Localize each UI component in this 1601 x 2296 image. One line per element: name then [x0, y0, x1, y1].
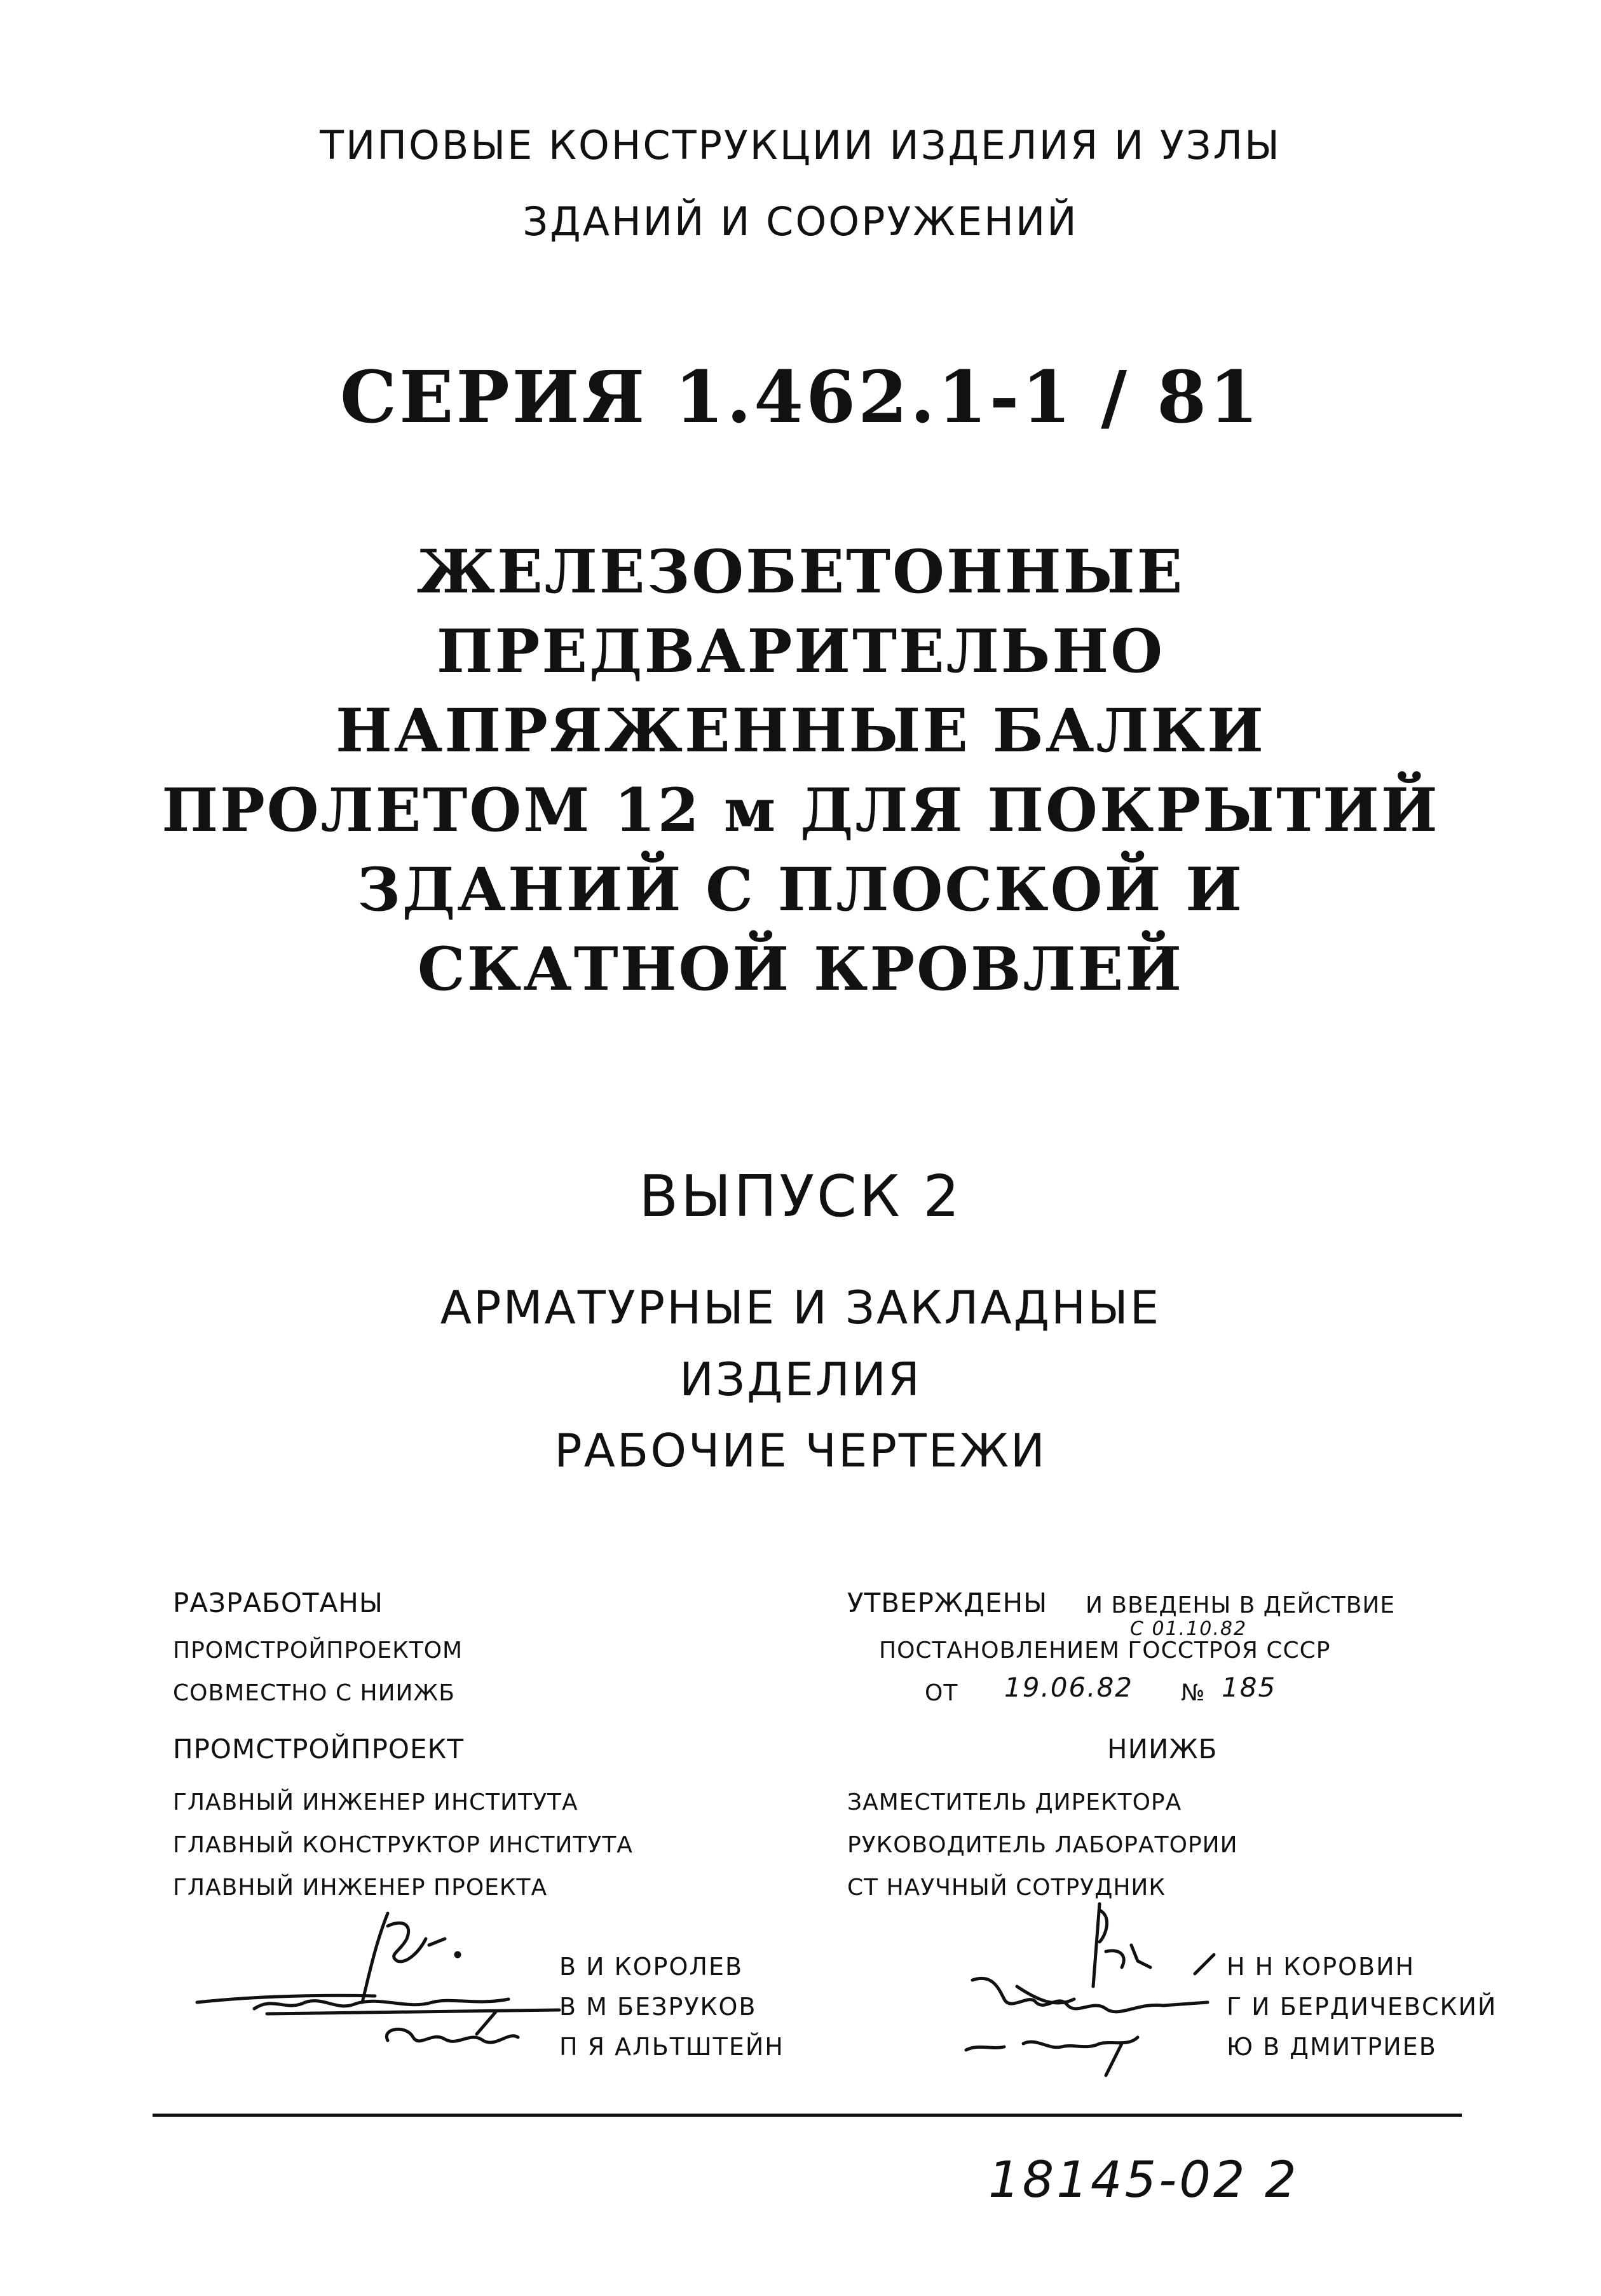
approved-decree: ПОСТАНОВЛЕНИЕМ ГОССТРОЯ СССР — [879, 1637, 1331, 1664]
series-title: СЕРИЯ 1.462.1-1 / 81 — [339, 356, 1262, 439]
subtitle-line-1: АРМАТУРНЫЕ И ЗАКЛАДНЫЕ — [440, 1281, 1161, 1334]
right-name-2: Г И БЕРДИЧЕВСКИЙ — [1227, 1993, 1497, 2021]
right-role-3: СТ НАУЧНЫЙ СОТРУДНИК — [847, 1875, 1166, 1901]
title-line-6: СКАТНОЙ КРОВЛЕЙ — [417, 934, 1184, 1004]
signature-right — [909, 1891, 1239, 2082]
title-line-5: ЗДАНИЙ С ПЛОСКОЙ И — [357, 855, 1244, 925]
approved-date: 19.06.82 — [1004, 1672, 1134, 1703]
left-org-name: ПРОМСТРОЙПРОЕКТ — [173, 1733, 464, 1765]
issue-label: ВЫПУСК 2 — [639, 1163, 962, 1230]
title-line-4: ПРОЛЕТОМ 12 м ДЛЯ ПОКРЫТИЙ — [161, 776, 1440, 845]
right-org-name: НИИЖБ — [1107, 1733, 1218, 1765]
approved-date-prefix: ОТ — [925, 1680, 958, 1706]
approved-effective-date: С 01.10.82 — [1130, 1618, 1248, 1640]
right-name-3: Ю В ДМИТРИЕВ — [1227, 2033, 1437, 2061]
left-role-2: ГЛАВНЫЙ КОНСТРУКТОР ИНСТИТУТА — [173, 1832, 633, 1858]
title-line-2: ПРЕДВАРИТЕЛЬНО — [436, 617, 1165, 687]
left-role-1: ГЛАВНЫЙ ИНЖЕНЕР ИНСТИТУТА — [173, 1789, 578, 1815]
developed-by: ПРОМСТРОЙПРОЕКТОМ — [173, 1637, 463, 1664]
right-name-1: Н Н КОРОВИН — [1227, 1953, 1415, 1981]
page-number: 2 — [1265, 2152, 1299, 2209]
title-line-3: НАПРЯЖЕННЫЕ БАЛКИ — [336, 696, 1265, 766]
approved-number-prefix: № — [1181, 1680, 1206, 1706]
approved-number: 185 — [1222, 1672, 1277, 1703]
inventory-number: 18145-02 — [988, 2152, 1248, 2209]
title-line-1: ЖЕЛЕЗОБЕТОННЫЕ — [416, 537, 1185, 607]
developed-jointly: СОВМЕСТНО С НИИЖБ — [173, 1680, 455, 1706]
right-role-1: ЗАМЕСТИТЕЛЬ ДИРЕКТОРА — [847, 1789, 1182, 1815]
left-name-3: П Я АЛЬТШТЕЙН — [559, 2033, 784, 2061]
header-line-2: ЗДАНИЙ И СООРУЖЕНИЙ — [522, 198, 1079, 245]
left-name-1: В И КОРОЛЕВ — [559, 1953, 744, 1981]
bottom-rule — [153, 2114, 1462, 2117]
approved-entered: И ВВЕДЕНЫ В ДЕЙСТВИЕ — [1086, 1592, 1396, 1618]
left-name-2: В М БЕЗРУКОВ — [559, 1993, 757, 2021]
subtitle-line-2: ИЗДЕЛИЯ — [679, 1353, 922, 1406]
approved-heading: УТВЕРЖДЕНЫ — [847, 1587, 1048, 1618]
left-role-3: ГЛАВНЫЙ ИНЖЕНЕР ПРОЕКТА — [173, 1875, 548, 1901]
header-line-1: ТИПОВЫЕ КОНСТРУКЦИИ ИЗДЕЛИЯ И УЗЛЫ — [320, 122, 1281, 168]
right-role-2: РУКОВОДИТЕЛЬ ЛАБОРАТОРИИ — [847, 1832, 1238, 1858]
signature-left — [178, 1901, 572, 2066]
subtitle-line-3: РАБОЧИЕ ЧЕРТЕЖИ — [554, 1424, 1047, 1477]
developed-heading: РАЗРАБОТАНЫ — [173, 1587, 383, 1618]
